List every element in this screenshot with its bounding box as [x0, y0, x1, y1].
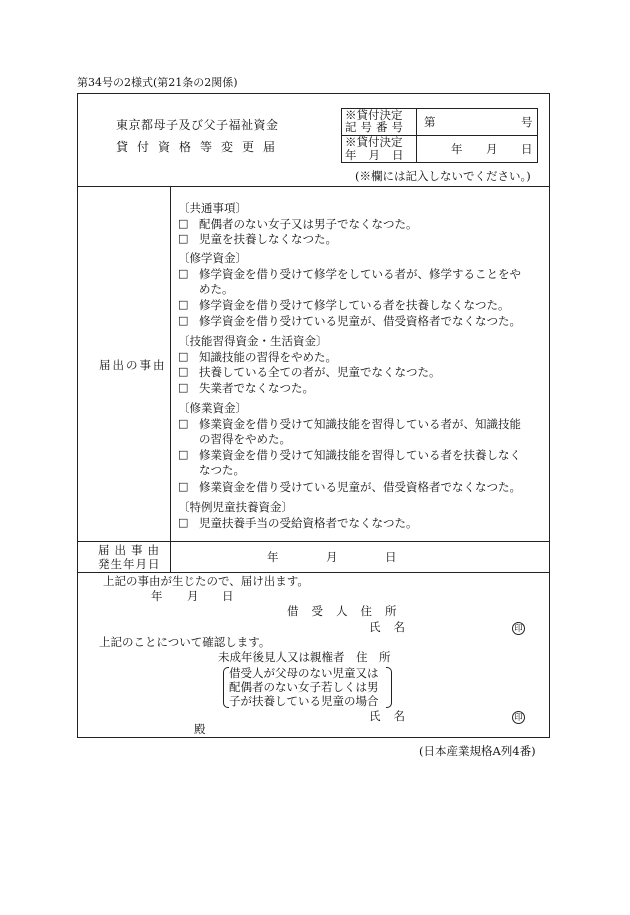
loan-number-label-1: ※貸付決定 [345, 108, 403, 122]
checkbox-training-3[interactable]: □ [178, 480, 189, 493]
loan-date-day: 日 [521, 142, 533, 156]
training-item-3: 修業資金を借り受けている児童が、借受資格者でなくなつた。 [199, 480, 521, 494]
footer-paper-size: (日本産業規格A列4番) [419, 744, 536, 758]
declaration-text: 上記の事由が生じたので、届け出ます。 [103, 574, 309, 588]
checkbox-skill-3[interactable]: □ [178, 381, 189, 394]
form-title-line2: 貸付資格等変更届 [116, 140, 285, 154]
addressee-dono: 殿 [194, 722, 206, 736]
guardian-address-label: 未成年後見人又は親権者 住 所 [218, 650, 391, 664]
reason-table-mid [77, 541, 550, 542]
form-number: 第34号の2様式(第21条の2関係) [77, 76, 238, 89]
checkbox-study-2[interactable]: □ [178, 298, 189, 311]
checkbox-skill-1[interactable]: □ [178, 350, 189, 363]
checkbox-common-1[interactable]: □ [178, 217, 189, 230]
study-item-2: 修学資金を借り受けて修学している者を扶養しなくなつた。 [199, 298, 510, 312]
loan-number-label-2: 記号番号 [345, 120, 407, 134]
guardian-seal: 印 [512, 711, 525, 724]
loan-number-go: 号 [521, 115, 533, 129]
section-skill-header: 〔技能習得資金・生活資金〕 [178, 334, 328, 348]
guardian-condition-1: 借受人が父母のない児童又は [229, 666, 379, 680]
skill-item-3: 失業者でなくなつた。 [199, 381, 314, 395]
reason-label: 届出の事由 [99, 358, 167, 372]
common-item-1: 配偶者のない女子又は男子でなくなつた。 [199, 217, 418, 231]
borrower-name-label: 氏名 [369, 620, 418, 634]
skill-item-1: 知識技能の習得をやめた。 [199, 350, 337, 364]
section-special-header: 〔特例児童扶養資金〕 [178, 500, 293, 514]
confirm-text: 上記のことについて確認します。 [99, 635, 271, 649]
study-item-1a: 修学資金を借り受けて修学をしている者が、修学することをや [199, 267, 521, 281]
borrower-address-label: 借受人住所 [287, 604, 410, 618]
checkbox-common-2[interactable]: □ [178, 232, 189, 245]
checkbox-training-2[interactable]: □ [178, 448, 189, 461]
loan-number-dai: 第 [424, 115, 436, 129]
checkbox-training-1[interactable]: □ [178, 417, 189, 430]
checkbox-special-1[interactable]: □ [178, 516, 189, 529]
common-item-2: 児童を扶養しなくなつた。 [199, 232, 337, 246]
guardian-condition-bracket-right [386, 667, 392, 708]
office-use-note: (※欄には記入しないでください。) [355, 169, 531, 183]
decl-day: 日 [222, 589, 234, 603]
study-item-3: 修学資金を借り受けている児童が、借受資格者でなくなつた。 [199, 314, 521, 328]
checkbox-study-3[interactable]: □ [178, 314, 189, 327]
checkbox-study-1[interactable]: □ [178, 267, 189, 280]
section-study-header: 〔修学資金〕 [178, 251, 247, 265]
loan-date-year: 年 [451, 142, 463, 156]
checkbox-skill-2[interactable]: □ [178, 365, 189, 378]
reason-table-divider [170, 186, 171, 572]
training-item-1a: 修業資金を借り受けて知識技能を習得している者が、知識技能 [199, 417, 521, 431]
loan-date-label-1: ※貸付決定 [345, 135, 403, 149]
occur-label-1: 届出事由 [98, 543, 164, 557]
section-common-header: 〔共通事項〕 [178, 201, 247, 215]
training-item-2b: なつた。 [199, 463, 245, 477]
training-item-2a: 修業資金を借り受けて知識技能を習得している者を扶養しなく [199, 448, 521, 462]
occur-label-2: 発生年月日 [98, 557, 161, 571]
skill-item-2: 扶養している全ての者が、児童でなくなつた。 [199, 365, 441, 379]
decl-year: 年 [151, 589, 163, 603]
special-item-1: 児童扶養手当の受給資格者でなくなつた。 [199, 516, 418, 530]
occur-day: 日 [385, 550, 397, 564]
loan-date-month: 月 [486, 142, 498, 156]
guardian-name-label: 氏名 [369, 709, 418, 723]
training-item-1b: の習得をやめた。 [199, 432, 291, 446]
reason-table-top [77, 186, 550, 187]
guardian-condition-3: 子が扶養している児童の場合 [229, 694, 379, 708]
study-item-1b: めた。 [199, 282, 234, 296]
borrower-seal: 印 [512, 622, 525, 635]
occur-month: 月 [326, 550, 338, 564]
section-training-header: 〔修業資金〕 [178, 401, 247, 415]
decl-month: 月 [187, 589, 199, 603]
occur-year: 年 [267, 550, 279, 564]
loan-date-label-2: 年月日 [345, 148, 416, 162]
guardian-condition-2: 配偶者のない女子若しくは男 [229, 680, 379, 694]
reason-table-bottom [77, 572, 550, 573]
form-title-line1: 東京都母子及び父子福祉資金 [116, 118, 279, 132]
